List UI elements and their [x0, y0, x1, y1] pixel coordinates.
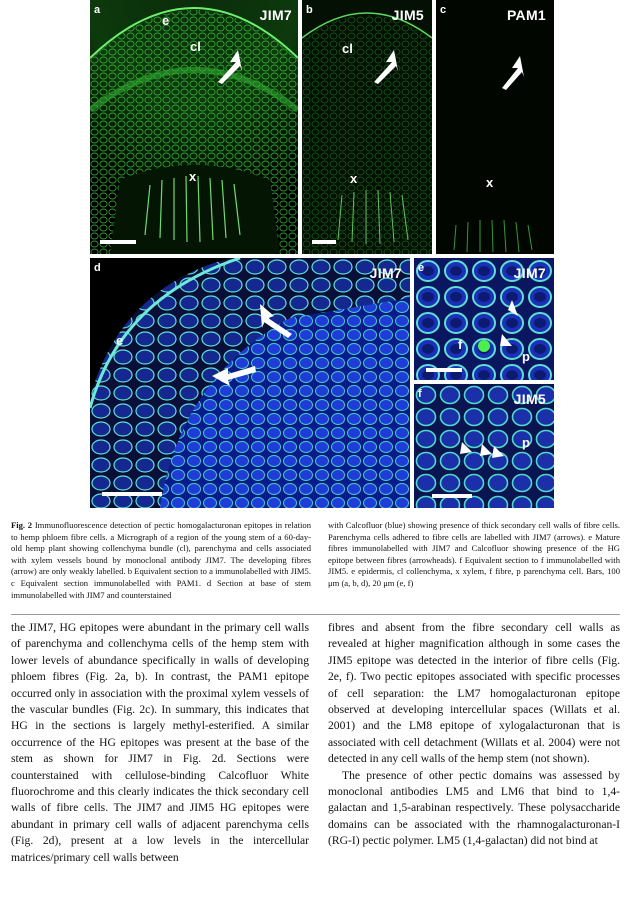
- panel-d-antibody-label: JIM7: [369, 265, 402, 281]
- micrograph-panel-f: [414, 384, 554, 508]
- panel-e-antibody-label: JIM7: [513, 265, 546, 281]
- panel-a-antibody-label: JIM7: [259, 7, 292, 23]
- figure-2: [90, 0, 554, 508]
- panel-c-antibody-label: PAM1: [506, 7, 546, 23]
- scale-bar: [426, 368, 462, 372]
- figure-caption-left: [11, 520, 311, 601]
- panel-f-antibody-label: JIM5: [513, 391, 546, 407]
- micrograph-panel-d: [90, 258, 410, 508]
- body-column-right: [328, 620, 620, 850]
- panel-letter-d: d: [94, 262, 101, 274]
- annotation-parenchyma: p: [522, 435, 530, 450]
- figure-caption-right: [328, 520, 620, 590]
- annotation-xylem: x: [189, 169, 197, 184]
- annotation-xylem: x: [350, 171, 358, 186]
- body-column-left: [11, 620, 309, 866]
- annotation-epidermis: e: [162, 13, 170, 28]
- panel-c-image: [436, 0, 554, 254]
- panel-b-image: [302, 0, 432, 254]
- annotation-fibre: f: [458, 337, 463, 352]
- panel-letter-c: c: [440, 4, 447, 16]
- annotation-collenchyma: cl: [190, 39, 201, 54]
- annotation-epidermis: e: [116, 333, 124, 348]
- annotation-collenchyma: cl: [342, 41, 353, 56]
- annotation-parenchyma: p: [522, 349, 530, 364]
- panel-d-image: [90, 258, 410, 508]
- panel-b-antibody-label: JIM5: [391, 7, 424, 23]
- scale-bar: [312, 240, 336, 244]
- panel-letter-a: a: [94, 4, 101, 16]
- caption-text-left: Immunofluorescence detection of pectic homogalacturonan epitopes in relation to hemp phloem fibre cells. a Micrograph of a region of the young stem of a 60-day-old hemp plant showing collenchyma bundle (cl), parenchyma and cells associated with xylem vessels bound by monoclonal antibody JIM7. The developing fibres (arrow) are only weakly labelled. b Equivalent section to a immunolabelled with JIM5. c Equivalent section immunolabelled with PAM1. d Section at base of stem immunolabelled with JIM7 and counterstained: [11, 520, 311, 600]
- paragraph: the JIM7, HG epitopes were abundant in the primary cell walls of parenchyma and collenchyma cells of the hemp stem with lower levels of abundance specifically in walls of developing phloem fibres (Fig. 2a, b). In contrast, the PAM1 epitope occurred only in association with the proximal xylem vessels of the vascular bundles (Fig. 2c). In summary, this indicates that HG in the sections is largely methyl-esterified. A similar occurrence of the HG epitopes was present at the base of the stem as shown for JIM7 in Fig. 2d. Sections were counterstained with cellulose-binding Calcofluor White fluorochrome and this clearly indicates the thick secondary cell walls of fibre cells. The JIM7 and JIM5 HG epitopes were abundant in primary cell walls of adjacent parenchyma cells (Fig. 2d), present at a low levels in the intercellular matrices/primary cell walls between: [11, 621, 309, 864]
- micrograph-panel-c: [436, 0, 554, 254]
- annotation-xylem: x: [486, 175, 494, 190]
- scale-bar: [102, 492, 162, 496]
- caption-text-right: with Calcofluor (blue) showing presence of thick secondary cell walls of fibre cells. Parenchyma cells adhered to fibre cells are labelled with JIM7 (arrows). e Mature fibres immunolabelled with JIM7 and Calcofluor showing presence of the HG epitope between fibres (arrowheads). f Equivalent section to f immunolabelled with JIM5. e epidermis, cl collenchyma, x xylem, f fibre, p parenchyma cell. Bars, 100 μm (a, b, d), 20 μm (e, f): [328, 520, 620, 588]
- scale-bar: [432, 494, 472, 498]
- micrograph-panel-a: [90, 0, 298, 254]
- paragraph: The presence of other pectic domains was assessed by monoclonal antibodies LM5 and LM6 that bind to 1,4-galactan and 1,5-arabinan respectively. These polysaccharide domains can be associated with the rhamnogalacturonan-I (RG-I) pectic polymer. LM5 (1,4-galactan) did not bind at: [328, 768, 620, 848]
- micrograph-panel-b: [302, 0, 432, 254]
- panel-letter-e: e: [418, 262, 425, 274]
- panel-letter-f: f: [418, 388, 422, 400]
- scale-bar: [100, 240, 136, 244]
- micrograph-panel-e: [414, 258, 554, 380]
- divider: [11, 614, 620, 615]
- panel-letter-b: b: [306, 4, 313, 16]
- paragraph: fibres and absent from the fibre secondary cell walls as revealed at higher magnification although in some cases the JIM5 epitope was detected in the interior of fibre cells (Fig. 2e, f). Two pectic epitopes associated with specific processes of cell separation: the LM7 homogalacturonan epitope observed at developing intercellular spaces (Willats et al. 2001) and the LM8 epitope of xylogalacturonan that is associated with cell detachment (Willats et al. 2004) were not detected in any cell walls of the hemp stem (not shown).: [328, 621, 620, 766]
- figure-label: Fig. 2: [11, 520, 33, 530]
